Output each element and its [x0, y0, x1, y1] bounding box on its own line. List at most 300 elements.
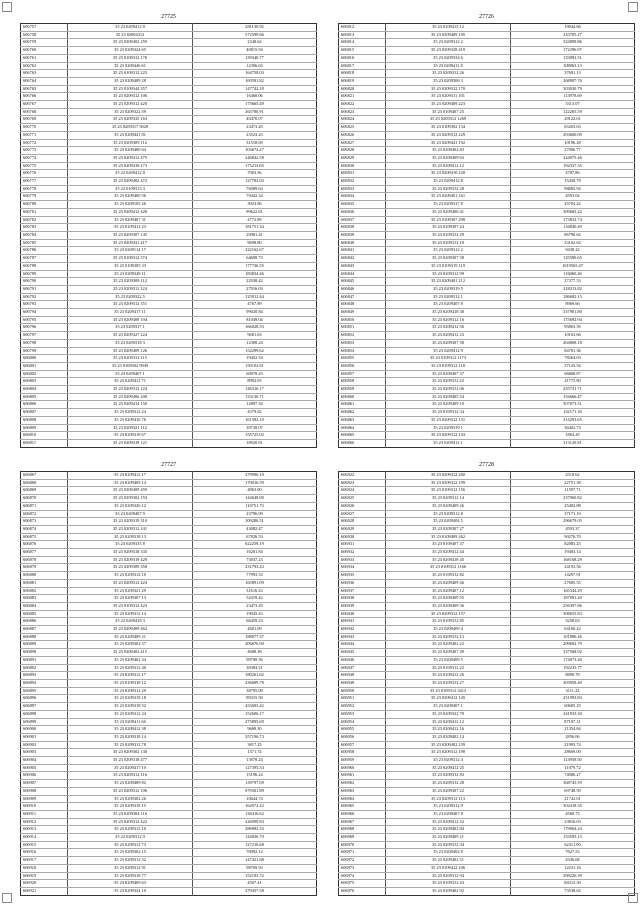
row-id-cell: 606841	[339, 247, 386, 255]
row-amount-cell: 73037.23	[193, 556, 317, 564]
table-row	[21, 347, 317, 355]
row-amount-cell: 25704.42	[511, 201, 635, 209]
row-reference-cell: 35 23 0209431 417	[68, 239, 193, 247]
row-id-cell: 606907	[21, 780, 68, 788]
table-row	[339, 703, 635, 711]
table-row	[21, 495, 317, 503]
table-row	[339, 255, 635, 263]
table-row	[339, 757, 635, 765]
row-amount-cell: 23523.25	[193, 131, 317, 139]
row-amount-cell: 4593.37	[511, 525, 635, 533]
row-amount-cell: 286982.33	[193, 826, 317, 834]
row-id-cell: 606828	[339, 147, 386, 155]
row-amount-cell: 103672.27	[193, 147, 317, 155]
row-id-cell: 606821	[339, 93, 386, 101]
row-id-cell: 606840	[339, 239, 386, 247]
row-amount-cell: 5313.07	[511, 101, 635, 109]
row-reference-cell: 35 23 0209328 410	[386, 47, 511, 55]
table-row	[21, 270, 317, 278]
table-row	[339, 93, 635, 101]
row-amount-cell: 28669.00	[511, 749, 635, 757]
row-reference-cell: 35 23 0209302 15	[68, 849, 193, 857]
table-row	[339, 108, 635, 116]
row-amount-cell: 161392.10	[193, 416, 317, 424]
table-row	[339, 579, 635, 587]
row-id-cell: 606919	[21, 872, 68, 880]
row-id-cell: 606775	[21, 162, 68, 170]
row-id-cell: 606967	[339, 818, 386, 826]
table-row	[21, 193, 317, 201]
row-reference-cell: 35 23 0209318 477	[68, 757, 193, 765]
row-reference-cell: 35 23 0209402 415	[68, 649, 193, 657]
table-row	[339, 101, 635, 109]
row-id-cell: 606791	[21, 285, 68, 293]
table-row	[21, 439, 317, 447]
row-id-cell: 606783	[21, 224, 68, 232]
row-reference-cell: 35 23 0209412 1	[386, 439, 511, 447]
table-row	[21, 293, 317, 301]
row-id-cell: 606765	[21, 85, 68, 93]
row-amount-cell: 13978.24	[193, 757, 317, 765]
row-id-cell: 606932	[339, 549, 386, 557]
table-row	[21, 834, 317, 842]
table-row	[339, 718, 635, 726]
row-id-cell: 606779	[21, 193, 68, 201]
row-amount-cell: 95803.39	[511, 324, 635, 332]
row-amount-cell: 27916.03	[193, 285, 317, 293]
row-id-cell: 606897	[21, 703, 68, 711]
row-reference-cell: 35 23 0209317 8	[386, 201, 511, 209]
row-amount-cell: 177736.55	[193, 262, 317, 270]
row-id-cell: 606802	[21, 370, 68, 378]
row-id-cell: 606806	[21, 401, 68, 409]
row-amount-cell: 67826.53	[193, 533, 317, 541]
row-amount-cell: 251993.83	[511, 695, 635, 703]
row-reference-cell: 35 23 0209318 3	[68, 339, 193, 347]
row-id-cell: 606911	[21, 810, 68, 818]
table-row	[21, 826, 317, 834]
row-id-cell: 606816	[339, 54, 386, 62]
table-row	[339, 695, 635, 703]
table-row	[21, 416, 317, 424]
row-reference-cell: 35 23 0209312 116	[68, 772, 193, 780]
row-amount-cell: 4601.09	[193, 626, 317, 634]
row-id-cell: 606889	[21, 641, 68, 649]
row-id-cell: 606798	[21, 339, 68, 347]
table-row	[339, 572, 635, 580]
row-id-cell: 606912	[21, 818, 68, 826]
row-amount-cell: 4379.02	[193, 409, 317, 417]
row-reference-cell: 35 23 0209312 83	[386, 772, 511, 780]
table-row	[21, 633, 317, 641]
row-id-cell: 606947	[339, 664, 386, 672]
row-amount-cell: 37691.13	[511, 70, 635, 78]
row-amount-cell: 296679.05	[511, 518, 635, 526]
row-amount-cell: 86790.62	[511, 231, 635, 239]
table-row	[339, 31, 635, 39]
row-reference-cell: 35 23 0209324 65	[68, 47, 193, 55]
row-reference-cell: 35 23 0209409 26	[386, 502, 511, 510]
corner-mark	[2, 893, 12, 903]
row-id-cell: 606762	[21, 62, 68, 70]
table-row	[339, 116, 635, 124]
row-reference-cell: 35 23 0109312 1173	[386, 355, 511, 363]
row-reference-cell: 35 23 0209312 170	[386, 85, 511, 93]
row-amount-cell: 433693.42	[193, 703, 317, 711]
table-row	[339, 355, 635, 363]
table-row	[339, 285, 635, 293]
row-amount-cell: 77993.33	[193, 572, 317, 580]
row-id-cell: 606758	[21, 31, 68, 39]
row-reference-cell: 35 23 0209321 29	[68, 587, 193, 595]
table-row	[21, 857, 317, 865]
table-row	[339, 401, 635, 409]
row-id-cell: 606880	[21, 572, 68, 580]
row-reference-cell: 35 23 0209318 77	[68, 872, 193, 880]
row-id-cell: 606854	[339, 347, 386, 355]
row-reference-cell: 35 23 0209409 28	[68, 77, 193, 85]
row-id-cell: 606769	[21, 116, 68, 124]
row-reference-cell: 35 23 0209404 5	[386, 518, 511, 526]
row-reference-cell: 35 23 0209412 12	[386, 718, 511, 726]
row-amount-cell: 507073.51	[511, 401, 635, 409]
row-amount-cell: 109286.51	[193, 518, 317, 526]
row-id-cell: 606974	[339, 872, 386, 880]
row-id-cell: 606794	[21, 309, 68, 317]
table-row	[21, 108, 317, 116]
table-row	[21, 726, 317, 734]
row-amount-cell: 7003.56	[193, 170, 317, 178]
row-amount-cell: 524898.86	[511, 39, 635, 47]
row-id-cell: 606825	[339, 124, 386, 132]
row-reference-cell: 35 23 0209412 26	[386, 672, 511, 680]
row-reference-cell: 35 23 0209312 241	[68, 525, 193, 533]
row-reference-cell: 35 23 0209412 32	[386, 818, 511, 826]
table-row	[339, 495, 635, 503]
row-reference-cell: 35 23 0209412 420	[68, 208, 193, 216]
row-reference-cell: 35 23 0209402 84	[386, 826, 511, 834]
row-reference-cell: 35 23 0209402 239	[386, 741, 511, 749]
row-amount-cell: 218213.82	[511, 285, 635, 293]
row-reference-cell: 35 23 0209318 14	[68, 733, 193, 741]
row-id-cell: 606933	[339, 556, 386, 564]
row-amount-cell: 18920.81	[246, 439, 263, 445]
row-amount-cell: 11079.72	[511, 764, 635, 772]
row-amount-cell: 90276.70	[511, 533, 635, 541]
row-reference-cell: 35 23 0109407 25	[386, 108, 511, 116]
table-row	[339, 231, 635, 239]
row-reference-cell: 35 23 0209319 1	[386, 424, 511, 432]
row-amount-cell: 188077.37	[193, 633, 317, 641]
row-reference-cell: 35 23 0209312 113	[386, 795, 511, 803]
row-reference-cell: 35 23 0209319 429	[68, 556, 193, 564]
row-amount-cell: 4336.68	[511, 857, 635, 865]
row-reference-cell: 35 23 0209412 8	[386, 178, 511, 186]
row-reference-cell: 35 23 0209307 13	[68, 595, 193, 603]
row-id-cell: 606942	[339, 626, 386, 634]
row-amount-cell: 309683.22	[511, 208, 635, 216]
row-reference-cell: 35 23 0209402 22	[386, 641, 511, 649]
row-reference-cell: 35 23 0209312 78	[68, 741, 193, 749]
row-reference-cell: 35 23 0209309 112	[68, 139, 193, 147]
row-reference-cell: 35 23 0209319 18	[68, 695, 193, 703]
row-amount-cell: 233705.27	[511, 31, 635, 39]
row-reference-cell: 35 23 0209312 20	[68, 687, 193, 695]
table-row	[339, 618, 635, 626]
row-amount-cell: 979301.89	[193, 787, 317, 795]
row-amount-cell: 19452.54	[193, 355, 317, 363]
table-row	[21, 247, 317, 255]
table-row	[339, 649, 635, 657]
row-amount-cell: 139797.69	[193, 780, 317, 788]
row-id-cell: 606876	[21, 541, 68, 549]
row-amount-cell: 1371.74	[193, 749, 317, 757]
row-reference-cell: 35 23 0209311 101	[386, 93, 511, 101]
row-reference-cell: 35 23 0209312 44	[386, 549, 511, 557]
row-reference-cell: 35 23 0209411 8	[386, 62, 511, 70]
row-reference-cell: 35 23 0209312 131	[386, 416, 511, 424]
row-amount-cell: 20081.41	[193, 231, 317, 239]
row-reference-cell: 35 23 0209412 16	[386, 726, 511, 734]
table-row	[21, 401, 317, 409]
table-row	[339, 39, 635, 47]
row-amount-cell: 313129.81	[563, 439, 582, 445]
table-row	[21, 131, 317, 139]
table-row	[339, 270, 635, 278]
row-amount-cell: 31616.43	[193, 587, 317, 595]
row-id-cell: 606950	[339, 687, 386, 695]
row-id-cell: 606813	[339, 31, 386, 39]
row-amount-cell: 82083.25	[511, 541, 635, 549]
row-id-cell: 606767	[21, 101, 68, 109]
table-row	[339, 162, 635, 170]
row-amount-cell: 279996.10	[193, 472, 317, 480]
table-row	[21, 301, 317, 309]
row-id-cell: 606959	[339, 757, 386, 765]
row-amount-cell: 116060.26	[511, 270, 635, 278]
table-row	[21, 31, 317, 39]
table-row	[21, 472, 317, 480]
table-row	[21, 116, 317, 124]
row-amount-cell: 81049.04	[193, 316, 317, 324]
row-id-cell: 606955	[339, 726, 386, 734]
row-amount-cell: 3111.22	[511, 687, 635, 695]
row-amount-cell: 66868.87	[511, 370, 635, 378]
row-amount-cell: 572599.66	[193, 31, 317, 39]
table-row	[21, 178, 317, 186]
table-row	[339, 424, 635, 432]
row-id-cell: 606908	[21, 787, 68, 795]
row-amount-cell: 179064.24	[511, 826, 635, 834]
row-id-cell: 606807	[21, 409, 68, 417]
row-amount-cell: 24193.56	[511, 564, 635, 572]
row-amount-cell: 222162.67	[193, 247, 317, 255]
row-amount-cell: 125912.44	[193, 293, 317, 301]
table-row	[339, 378, 635, 386]
row-reference-cell: 35 23 0109312 85	[386, 618, 511, 626]
row-id-cell: 606868	[21, 479, 68, 487]
row-amount-cell: 62311.00	[511, 841, 635, 849]
table-row	[339, 810, 635, 818]
table-row	[21, 587, 317, 595]
table-row	[21, 231, 317, 239]
table-row	[21, 757, 317, 765]
row-id-cell: 606921	[21, 887, 68, 895]
row-reference-cell: 35 23 0209402 83	[386, 147, 511, 155]
row-amount-cell: 1019565.47	[511, 262, 635, 270]
row-id-cell: 606940	[339, 610, 386, 618]
row-reference-cell: 35 23 0209407 49	[386, 649, 511, 657]
row-reference-cell: 35 23 0209417 11	[68, 309, 193, 317]
row-reference-cell: 35 23 0109312 118	[386, 362, 511, 370]
row-reference-cell: 35 23 0209402 92	[386, 887, 511, 895]
row-reference-cell: 35 23 0209406 41	[386, 208, 511, 216]
row-id-cell: 606852	[339, 332, 386, 340]
table-row	[339, 887, 635, 895]
row-id-cell: 606836	[339, 208, 386, 216]
table-row	[21, 741, 317, 749]
row-id-cell: 606861	[339, 401, 386, 409]
row-amount-cell: 154666.47	[511, 393, 635, 401]
row-reference-cell: 35 23 0209327 224	[68, 332, 193, 340]
row-reference-cell: 35 23 0109344 357	[68, 85, 193, 93]
row-reference-cell: 35 23 0209402 259	[68, 39, 193, 47]
row-id-cell: 606881	[21, 579, 68, 587]
row-amount-cell: 293600.09	[511, 131, 635, 139]
row-id-cell: 606864	[339, 424, 386, 432]
row-reference-cell: 35 23 0109409 262	[386, 533, 511, 541]
row-amount-cell: 132171.30	[511, 409, 635, 417]
row-reference-cell: 35 23 0209312 9	[68, 834, 193, 842]
table-row	[21, 618, 317, 626]
row-reference-cell: 35 23 0209409 21	[68, 633, 193, 641]
row-amount-cell: 87107.31	[511, 718, 635, 726]
row-id-cell: 606906	[21, 772, 68, 780]
row-amount-cell: 19403.14	[511, 549, 635, 557]
row-amount-cell: 246842.58	[193, 154, 317, 162]
row-reference-cell: 35 23 0209312 13	[386, 633, 511, 641]
row-reference-cell: 35 23 0209312 9	[386, 803, 511, 811]
row-reference-cell: 35 23 0209312 229	[386, 131, 511, 139]
table-row	[21, 656, 317, 664]
row-amount-cell: 27377.33	[511, 278, 635, 286]
row-amount-cell: 192235.77	[511, 664, 635, 672]
table-row	[21, 572, 317, 580]
ledger-table	[20, 471, 317, 896]
row-reference-cell: 35 23 0209401 212	[386, 278, 511, 286]
row-id-cell: 606969	[339, 834, 386, 842]
row-amount-cell: 4688.38	[193, 649, 317, 657]
row-amount-cell: 23796.09	[193, 510, 317, 518]
table-row	[339, 664, 635, 672]
row-amount-cell: 66459.23	[193, 618, 317, 626]
row-amount-cell: 147421.68	[193, 857, 317, 865]
table-row	[21, 510, 317, 518]
table-row	[21, 533, 317, 541]
table-row	[21, 93, 317, 101]
row-amount-cell: 236689.78	[193, 679, 317, 687]
row-id-cell: 606925	[339, 495, 386, 503]
table-row	[339, 880, 635, 888]
row-reference-cell: 35 23 0209409 63	[68, 880, 193, 888]
row-reference-cell: 35 23 0209407 1	[68, 370, 193, 378]
panel-title: 27728	[479, 462, 494, 468]
table-row	[21, 733, 317, 741]
row-reference-cell: 35 23 0209105 26	[68, 201, 193, 209]
row-reference-cell: 35 23 0209321 112	[68, 424, 193, 432]
row-amount-cell: 139340.77	[193, 54, 317, 62]
table-row	[339, 510, 635, 518]
row-reference-cell: 35 23 0209446 61	[68, 62, 193, 70]
row-reference-cell: 35 23 0209318 15	[68, 803, 193, 811]
row-id-cell: 606812	[339, 24, 386, 32]
row-id-cell: 606917	[21, 857, 68, 865]
row-id-cell: 606895	[21, 687, 68, 695]
row-reference-cell: 35 23 0209302 153	[68, 495, 193, 503]
row-id-cell: 606827	[339, 139, 386, 147]
table-row	[21, 541, 317, 549]
row-amount-cell: 79442.34	[193, 193, 317, 201]
row-amount-cell: 209692.79	[511, 641, 635, 649]
row-amount-cell: 10196.28	[511, 139, 635, 147]
row-reference-cell: 35 23 0209114 17	[68, 247, 193, 255]
row-amount-cell: 52419.42	[193, 595, 317, 603]
row-reference-cell: 35 23 0209412 8	[68, 170, 193, 178]
table-row	[21, 502, 317, 510]
row-id-cell: 606766	[21, 93, 68, 101]
row-reference-cell: 35 23 0209312 24	[68, 710, 193, 718]
row-amount-cell: 2518.62	[511, 472, 635, 480]
row-id-cell: 606965	[339, 803, 386, 811]
row-id-cell: 606782	[21, 216, 68, 224]
row-amount-cell: 16460.06	[193, 93, 317, 101]
table-row	[339, 549, 635, 557]
row-reference-cell: 35 23 0109312 1166	[386, 564, 511, 572]
table-row	[21, 679, 317, 687]
table-row	[21, 518, 317, 526]
row-reference-cell: 35 23 0209322 59	[68, 108, 193, 116]
table-row	[21, 39, 317, 47]
row-amount-cell: 303958.40	[511, 679, 635, 687]
row-id-cell: 606855	[339, 355, 386, 363]
table-row	[339, 309, 635, 317]
row-id-cell: 606964	[339, 795, 386, 803]
row-reference-cell: 35 23 0209335 8	[68, 541, 193, 549]
row-id-cell: 606856	[339, 362, 386, 370]
row-amount-cell: 265780.91	[193, 108, 317, 116]
row-amount-cell: 224975.46	[511, 154, 635, 162]
table-row	[21, 849, 317, 857]
row-reference-cell: 35 23 0209410 228	[386, 170, 511, 178]
table-row	[21, 487, 317, 495]
row-amount-cell: 337568.92	[511, 649, 635, 657]
table-row	[21, 718, 317, 726]
row-id-cell: 606957	[339, 741, 386, 749]
row-amount-cell: 70092.12	[193, 849, 317, 857]
row-id-cell: 606963	[339, 787, 386, 795]
row-reference-cell: 35 23 0209441 81	[68, 131, 193, 139]
row-reference-cell: 35 23 0209312 1269	[386, 116, 511, 124]
row-id-cell: 606785	[21, 239, 68, 247]
row-id-cell: 606786	[21, 247, 68, 255]
table-row	[21, 62, 317, 70]
table-row	[339, 857, 635, 865]
row-id-cell: 606896	[21, 695, 68, 703]
table-row	[21, 610, 317, 618]
row-reference-cell: 35 23 0209312 10	[68, 572, 193, 580]
row-id-cell: 606822	[339, 101, 386, 109]
row-reference-cell: 35 23 0209412 12	[386, 162, 511, 170]
